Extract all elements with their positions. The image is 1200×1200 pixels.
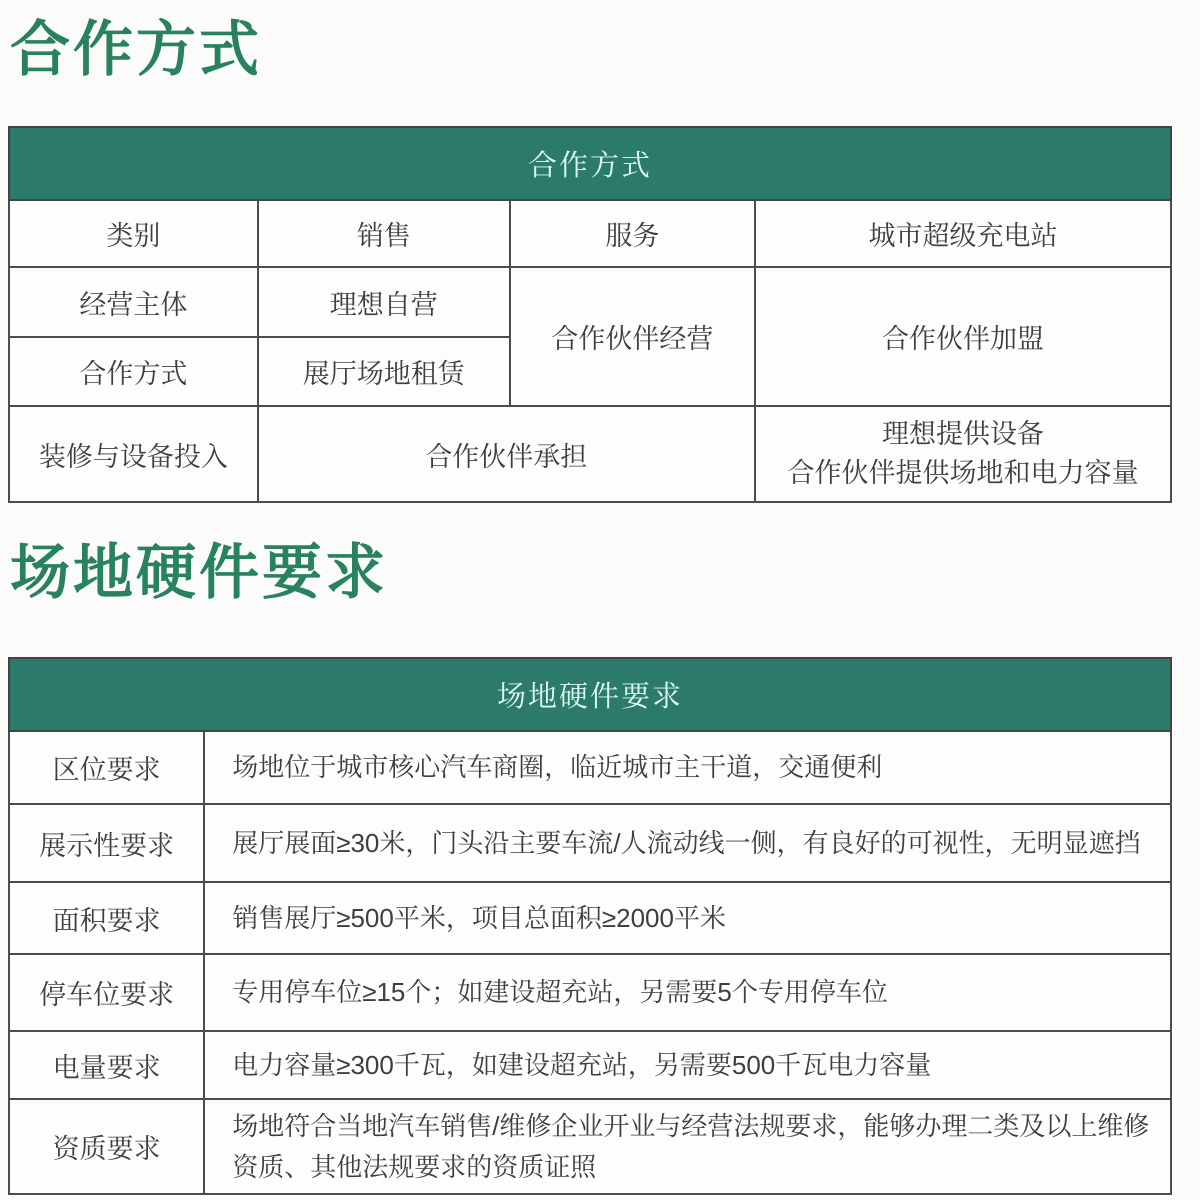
table-row [9,267,1171,337]
cell-equipment-provision-line2: 合作伙伴提供场地和电力容量 [787,458,1139,488]
section-title-cooperation: 合作方式 [10,16,262,83]
table-row [9,954,1171,1031]
table-row [9,1031,1171,1099]
site-requirements-table [8,657,1172,1195]
cell-showroom-rental: 展厅场地租赁 [258,337,510,406]
cell-qualification-requirement-label: 资质要求 [9,1099,204,1194]
cell-location-requirement-label: 区位要求 [9,731,204,804]
cell-cooperation-mode-label: 合作方式 [9,337,258,406]
cell-area-requirement-value: 销售展厅≥500平米，项目总面积≥2000平米 [204,882,1171,954]
cell-display-requirement-value: 展厅展面≥30米，门头沿主要车流/人流动线一侧，有良好的可视性，无明显遮挡 [204,804,1171,882]
cell-equipment-provision-line1: 理想提供设备 [881,418,1044,449]
cell-display-requirement-label: 展示性要求 [9,804,204,882]
cell-qualification-requirement-value: 场地符合当地汽车销售/维修企业开业与经营法规要求，能够办理二类及以上维修资质、其他法规要求的资质证照 [204,1099,1171,1194]
table-row [9,1099,1171,1194]
cell-operating-entity-label: 经营主体 [9,267,258,337]
cooperation-table-header-row [9,127,1171,200]
section-title-site-requirements: 场地硬件要求 [10,539,388,606]
cell-power-requirement-label: 电量要求 [9,1031,204,1099]
cell-location-requirement-value: 场地位于城市核心汽车商圈，临近城市主干道，交通便利 [204,731,1171,804]
cell-service: 服务 [510,200,755,267]
cell-sales: 销售 [258,200,510,267]
cell-supercharging-station: 城市超级充电站 [755,200,1171,267]
cell-partner-franchise: 合作伙伴加盟 [755,267,1171,406]
cell-parking-requirement-value: 专用停车位≥15个；如建设超充站，另需要5个专用停车位 [204,954,1171,1031]
table-row [9,882,1171,954]
table-row [9,731,1171,804]
cell-power-requirement-value: 电力容量≥300千瓦，如建设超充站，另需要500千瓦电力容量 [204,1031,1171,1099]
cell-area-requirement-label: 面积要求 [9,882,204,954]
site-table-header: 场地硬件要求 [9,658,1171,731]
cell-partner-bears: 合作伙伴承担 [258,406,755,502]
cell-category-label: 类别 [9,200,258,267]
cell-equipment-provision [755,406,1171,502]
cell-self-operated: 理想自营 [258,267,510,337]
cooperation-table-header: 合作方式 [9,127,1171,200]
site-table-header-row [9,658,1171,731]
cell-parking-requirement-label: 停车位要求 [9,954,204,1031]
cell-investment-label: 装修与设备投入 [9,406,258,502]
table-row [9,200,1171,267]
table-row [9,406,1171,502]
table-row [9,804,1171,882]
cell-partner-operation: 合作伙伴经营 [510,267,755,406]
cooperation-table [8,126,1172,503]
